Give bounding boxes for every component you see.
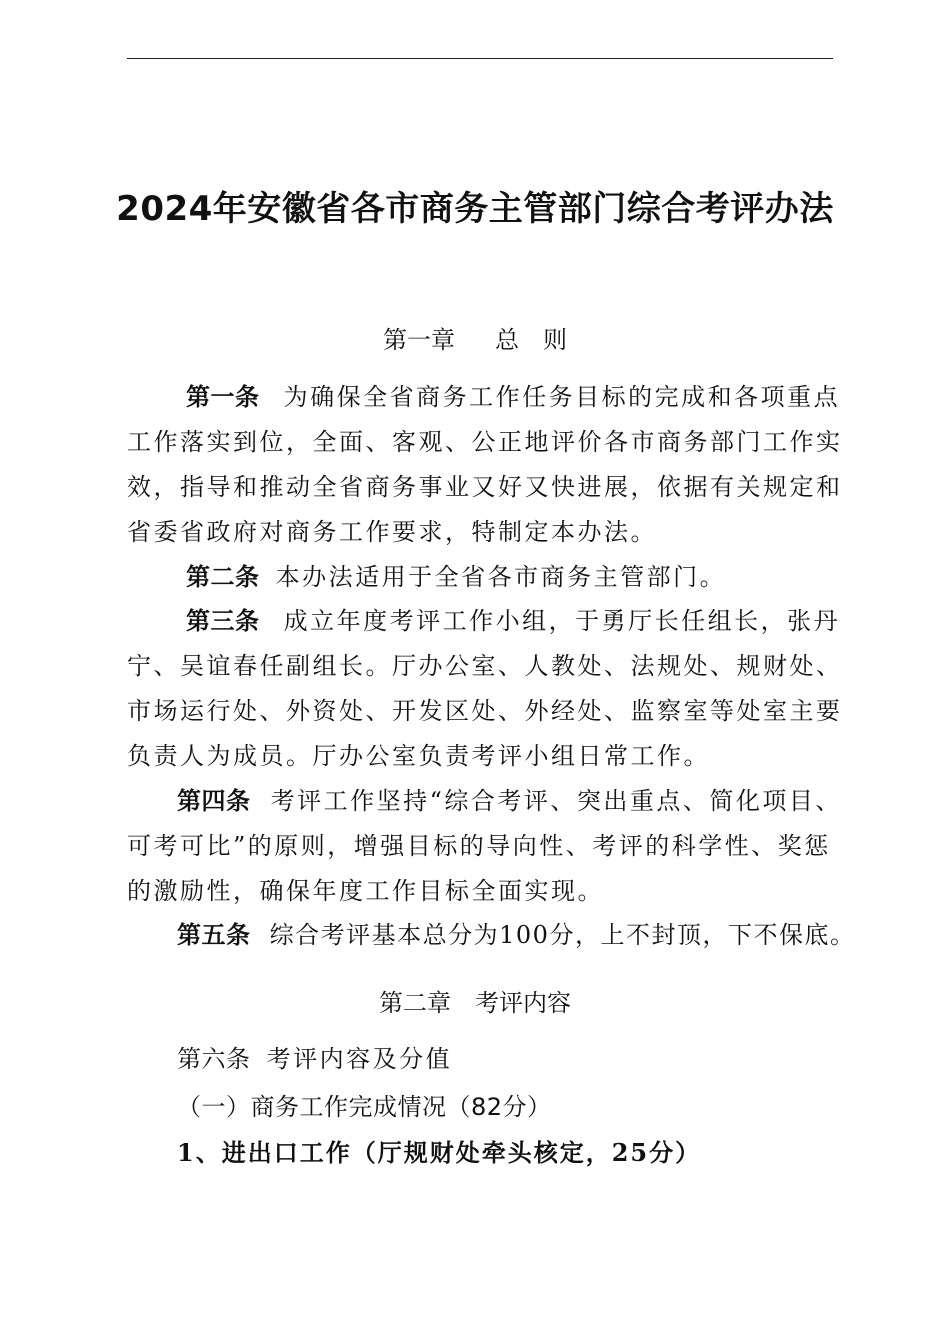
document-title: 2024年安徽省各市商务主管部门综合考评办法 <box>116 189 834 229</box>
chapter-1-name: 总 则 <box>495 326 567 354</box>
article-4-line-3: 的激励性，确保年度工作目标全面实现。 <box>127 877 604 905</box>
article-2-label: 第二条 <box>186 563 260 591</box>
article-3-line-3: 市场运行处、外资处、开发区处、外经处、监察室等处室主要 <box>127 697 843 725</box>
article-3-line-2: 宁、吴谊春任副组长。厅办公室、人教处、法规处、规财处、 <box>127 652 843 680</box>
article-1-line-3: 效，指导和推动全省商务事业又好又快进展，依据有关规定和 <box>127 473 843 501</box>
article-4-text-1: 考评工作坚持“综合考评、突出重点、简化项目、 <box>270 787 842 815</box>
article-2-text: 本办法适用于全省各市商务主管部门。 <box>275 563 727 591</box>
article-1-line-4: 省委省政府对商务工作要求，特制定本办法。 <box>127 518 657 546</box>
article-6-label: 第六条 <box>177 1045 251 1073</box>
article-3-line-1 <box>186 604 840 638</box>
article-4-line-1 <box>177 784 842 818</box>
header-rule <box>127 58 833 59</box>
chapter-1-number: 第一章 <box>383 326 455 354</box>
article-5-line <box>177 918 855 952</box>
article-2-line <box>186 560 726 594</box>
article-3-label: 第三条 <box>186 607 260 635</box>
article-1-line-2: 工作落实到位，全面、客观、公正地评价各市商务部门工作实 <box>127 428 843 456</box>
article-3-text-1: 成立年度考评工作小组，于勇厅长任组长，张丹 <box>283 607 841 635</box>
chapter-1-heading <box>0 323 950 357</box>
chapter-2-name: 考评内容 <box>475 989 571 1017</box>
chapter-2-heading <box>0 986 950 1020</box>
article-5-text: 综合考评基本总分为100分，上不封顶，下不保底。 <box>269 921 856 949</box>
article-4-line-2: 可考可比”的原则，增强目标的导向性、考评的科学性、奖惩 <box>127 832 831 860</box>
article-6-line <box>177 1042 452 1076</box>
section-1-heading: （一）商务工作完成情况（82分） <box>177 1093 552 1121</box>
article-3-line-4: 负责人为成员。厅办公室负责考评小组日常工作。 <box>127 742 710 770</box>
article-1-label: 第一条 <box>186 383 260 411</box>
article-5-label: 第五条 <box>177 921 251 949</box>
chapter-2-number: 第二章 <box>379 989 451 1017</box>
article-1-line-1 <box>186 380 840 414</box>
item-1-heading: 1、进出口工作（厅规财处牵头核定，25分） <box>177 1138 702 1167</box>
article-4-label: 第四条 <box>177 787 251 815</box>
article-6-text: 考评内容及分值 <box>266 1045 453 1073</box>
article-1-text-1: 为确保全省商务工作任务目标的完成和各项重点 <box>283 383 841 411</box>
